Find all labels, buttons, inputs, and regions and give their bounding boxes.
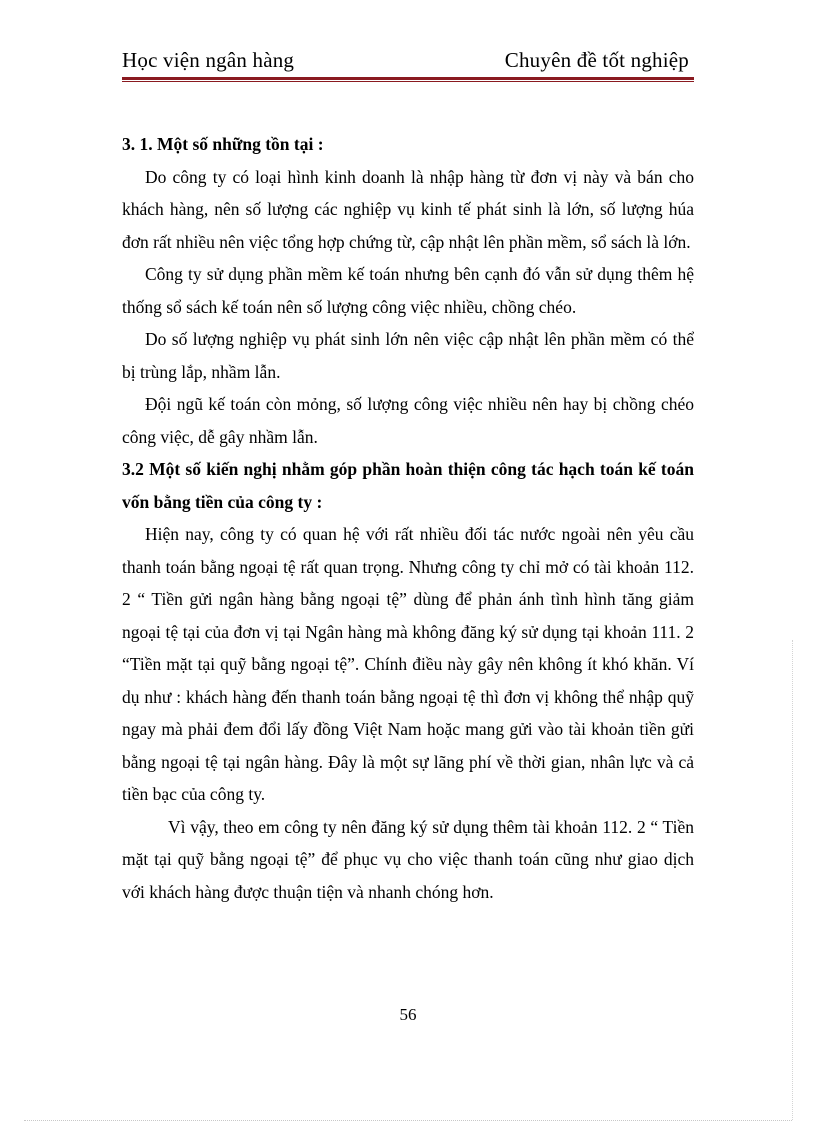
header-document-type: Chuyên đề tốt nghiệp xyxy=(504,48,689,72)
paragraph: Do công ty có loại hình kinh doanh là nhập hàng từ đơn vị này và bán cho khách hàng, nên số lượng các nghiệp vụ kinh tế phát sinh là lớn, số lượng húa đơn rất nhiều nên việc tổng hợp chứng từ, cập nhật lên phần mềm, sổ sách là lớn. xyxy=(122,166,694,252)
page-border-right xyxy=(792,640,793,1120)
paragraph: Do số lượng nghiệp vụ phát sinh lớn nên việc cập nhật lên phần mềm có thể bị trùng lắp, nhầm lẫn. xyxy=(122,329,694,382)
page-header xyxy=(122,48,694,76)
header-institution: Học viện ngân hàng xyxy=(122,48,295,72)
section-heading-3-1: 3. 1. Một số những tồn tại : xyxy=(122,134,324,154)
header-rule-thin xyxy=(122,81,694,82)
paragraph: Hiện nay, công ty có quan hệ với rất nhiều đối tác nước ngoài nên yêu cầu thanh toán bằng ngoại tệ rất quan trọng. Nhưng công ty chỉ mở có tài khoản 112. 2 “ Tiền gửi ngân hàng bằng ngoại tệ” dùng để phản ánh tình hình tăng giảm ngoại tệ tại của đơn vị tại Ngân hàng mà không đăng ký sử dụng tại khoản 111. 2 “Tiền mặt tại quỹ bằng ngoại tệ”. Chính điều này gây nên không ít khó khăn. Ví dụ như : khách hàng đến thanh toán bằng ngoại tệ thì đơn vị không thể nhập quỹ ngay mà phải đem đổi lấy đồng Việt Nam hoặc mang gửi vào tài khoản tiền gửi bằng ngoại tệ tại ngân hàng. Đây là một sự lãng phí về thời gian, nhân lực và cả tiền bạc của công ty. xyxy=(122,524,694,804)
paragraph: Vì vậy, theo em công ty nên đăng ký sử dụng thêm tài khoản 112. 2 “ Tiền mặt tại quỹ bằng ngoại tệ” để phục vụ cho việc thanh toán cũng như giao dịch với khách hàng được thuận tiện và nhanh chóng hơn. xyxy=(122,816,694,902)
paragraph: Đội ngũ kế toán còn mỏng, số lượng công việc nhiều nên hay bị chồng chéo công việc, dễ gây nhầm lẫn. xyxy=(122,394,694,447)
paragraph: Công ty sử dụng phần mềm kế toán nhưng bên cạnh đó vẫn sử dụng thêm hệ thống sổ sách kế toán nên số lượng công việc nhiều, chồng chéo. xyxy=(122,264,694,317)
page-number: 56 xyxy=(399,1005,417,1024)
page-border-bottom xyxy=(24,1120,792,1121)
section-heading-3-2: 3.2 Một số kiến nghị nhằm góp phần hoàn thiện công tác hạch toán kế toán vốn bằng tiền của công ty : xyxy=(122,459,694,512)
page-content xyxy=(122,128,694,908)
header-rule xyxy=(122,77,694,80)
